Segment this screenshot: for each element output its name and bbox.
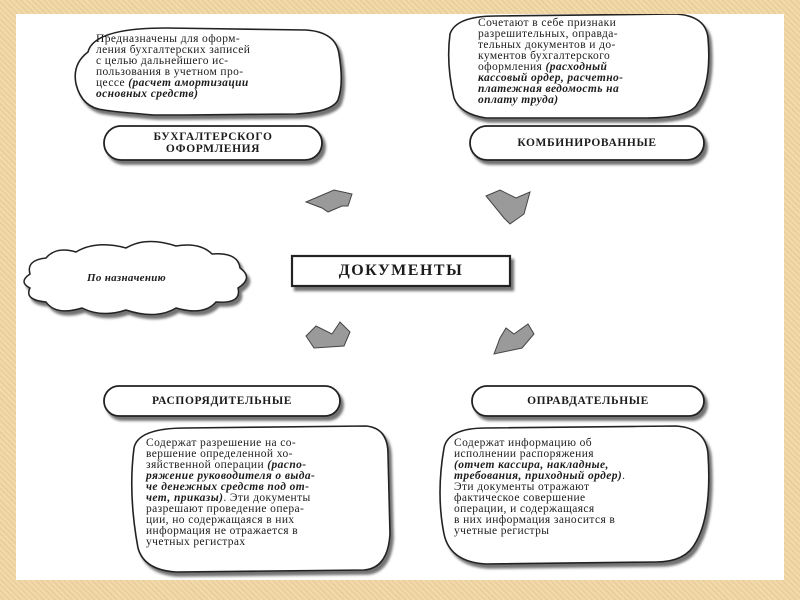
desc-line: фактическое совершение [454, 492, 586, 504]
desc-line: кументов бухгалтерского [478, 50, 611, 62]
desc-line: Сочетают в себе признаки [478, 17, 617, 29]
desc-text: оформления [478, 61, 546, 73]
title-accounting [104, 131, 322, 155]
desc-line: с целью дальнейшего ис- [96, 55, 229, 67]
desc-line: Содержат разрешение на со- [146, 437, 297, 449]
arrow-up-left [306, 190, 352, 212]
arrow-up-right [486, 190, 530, 224]
accounting-description [96, 34, 250, 100]
desc-line: учетные регистры [454, 525, 550, 537]
desc-example: оплату труда) [478, 94, 559, 106]
purpose-label: По назначению [87, 272, 166, 284]
desc-line: операции, и содержащаяся [454, 503, 595, 515]
desc-line: Содержат информацию об [454, 437, 593, 449]
arrow-down-right [494, 324, 534, 354]
desc-text: . Эти документы [223, 492, 311, 504]
desc-line: ления бухгалтерских записей [96, 44, 251, 56]
desc-text: . [622, 470, 626, 482]
desc-example: ряжение руководителя о выда- [146, 470, 316, 482]
documents-label: ДОКУМЕНТЫ [338, 262, 464, 279]
administrative-description [146, 438, 315, 548]
desc-example: кассовый ордер, расчетно- [478, 72, 624, 84]
desc-example: чет, приказы) [146, 492, 224, 504]
desc-line: в них информация заносится в [454, 514, 616, 526]
desc-line: пользования в учетном про- [96, 66, 244, 78]
diagram-canvas [16, 14, 784, 580]
title-line: БУХГАЛТЕРСКОГО [153, 131, 273, 143]
desc-line: Предназначены для оформ- [96, 33, 241, 45]
desc-example: (отчет кассира, накладные, [454, 459, 609, 471]
desc-example: (распо- [267, 459, 307, 471]
title-combined: КОМБИНИРОВАННЫЕ [517, 137, 657, 149]
desc-line: вершение определенной хо- [146, 448, 293, 460]
desc-line: информация не отражается в [146, 525, 299, 537]
combined-description [478, 18, 623, 106]
desc-line [478, 95, 623, 106]
desc-example: (расходный [545, 61, 608, 73]
desc-example: (расчет амортизации [128, 77, 249, 89]
desc-line: ции, но содержащаяся в них [146, 514, 295, 526]
title-supporting: ОПРАВДАТЕЛЬНЫЕ [527, 395, 649, 407]
desc-text: зяйственной операции [146, 459, 268, 471]
desc-example: требования, приходный ордер) [454, 470, 623, 482]
title-administrative: РАСПОРЯДИТЕЛЬНЫЕ [152, 395, 292, 407]
desc-text: цессе [96, 77, 129, 89]
desc-line: тельных документов и до- [478, 39, 616, 51]
desc-line: учетных регистрах [146, 536, 246, 548]
arrow-down-left [306, 322, 350, 348]
supporting-description [454, 438, 625, 537]
desc-example: платежная ведомость на [478, 83, 620, 95]
title-line: ОФОРМЛЕНИЯ [165, 143, 261, 155]
desc-line: разрешительных, оправда- [478, 28, 619, 40]
desc-line: исполнении распоряжения [454, 448, 594, 460]
desc-line: Эти документы отражают [454, 481, 590, 493]
desc-example: основных средств) [96, 88, 199, 100]
desc-line [96, 89, 250, 100]
desc-line: разрешают проведение опера- [146, 503, 305, 515]
desc-example: че денежных средств под от- [146, 481, 310, 493]
